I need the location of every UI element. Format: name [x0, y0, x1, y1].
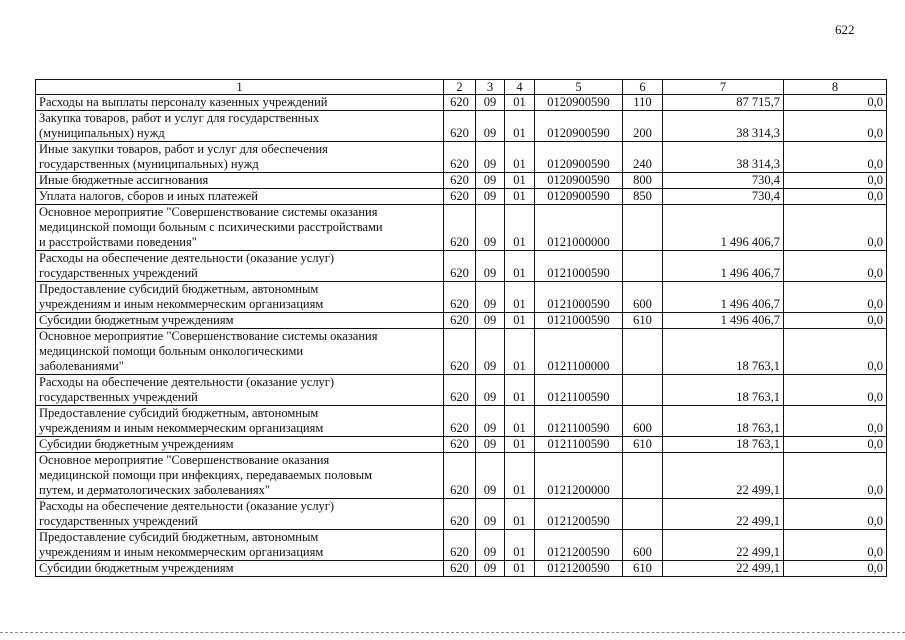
header-col-7: 7: [663, 80, 784, 95]
row-expense-type: 610: [623, 313, 663, 329]
row-name: [36, 499, 444, 530]
row-subsection-code: 01: [505, 142, 535, 173]
row-target-article: 0121100000: [535, 329, 623, 375]
row-section-code: 09: [476, 95, 505, 111]
row-subsection-code: 01: [505, 453, 535, 499]
row-amount-secondary: 0,0: [784, 205, 887, 251]
row-section-code: 09: [476, 329, 505, 375]
row-amount: 22 499,1: [663, 499, 784, 530]
row-section-code: 09: [476, 205, 505, 251]
row-target-article: 0121000590: [535, 282, 623, 313]
row-name-line: Предоставление субсидий бюджетным, автономным: [39, 282, 319, 296]
row-name-line: государственных учреждений: [39, 266, 198, 280]
row-amount: 1 496 406,7: [663, 205, 784, 251]
row-expense-type: 600: [623, 406, 663, 437]
row-amount-secondary: 0,0: [784, 375, 887, 406]
row-name-line: государственных (муниципальных) нужд: [39, 157, 259, 171]
row-section-code: 09: [476, 111, 505, 142]
row-ministry-code: 620: [444, 329, 476, 375]
row-expense-type: 850: [623, 189, 663, 205]
row-ministry-code: 620: [444, 111, 476, 142]
row-section-code: 09: [476, 142, 505, 173]
row-amount: 730,4: [663, 189, 784, 205]
row-amount: 22 499,1: [663, 561, 784, 577]
row-ministry-code: 620: [444, 173, 476, 189]
row-subsection-code: 01: [505, 406, 535, 437]
row-ministry-code: 620: [444, 95, 476, 111]
row-subsection-code: 01: [505, 329, 535, 375]
row-name-line: учреждениям и иным некоммерческим организациям: [39, 421, 324, 435]
row-amount-secondary: 0,0: [784, 142, 887, 173]
table-row: [36, 406, 887, 437]
row-ministry-code: 620: [444, 561, 476, 577]
row-name: [36, 95, 444, 111]
row-section-code: 09: [476, 313, 505, 329]
row-name-line: Расходы на обеспечение деятельности (оказание услуг): [39, 499, 335, 513]
row-section-code: 09: [476, 282, 505, 313]
row-amount: 1 496 406,7: [663, 282, 784, 313]
table-row: [36, 499, 887, 530]
row-name-line: Иные закупки товаров, работ и услуг для обеспечения: [39, 142, 328, 156]
row-subsection-code: 01: [505, 205, 535, 251]
row-subsection-code: 01: [505, 561, 535, 577]
table-row: [36, 282, 887, 313]
row-section-code: 09: [476, 453, 505, 499]
row-amount: 18 763,1: [663, 375, 784, 406]
row-ministry-code: 620: [444, 189, 476, 205]
row-amount: 730,4: [663, 173, 784, 189]
row-amount-secondary: 0,0: [784, 173, 887, 189]
row-amount-secondary: 0,0: [784, 406, 887, 437]
header-col-8: 8: [784, 80, 887, 95]
row-ministry-code: 620: [444, 406, 476, 437]
row-ministry-code: 620: [444, 205, 476, 251]
row-amount: 22 499,1: [663, 530, 784, 561]
table-row: [36, 329, 887, 375]
row-name-line: Предоставление субсидий бюджетным, автономным: [39, 530, 319, 544]
row-amount: 18 763,1: [663, 437, 784, 453]
row-target-article: 0121200590: [535, 561, 623, 577]
row-amount-secondary: 0,0: [784, 189, 887, 205]
row-expense-type: 240: [623, 142, 663, 173]
row-amount-secondary: 0,0: [784, 282, 887, 313]
row-expense-type: 110: [623, 95, 663, 111]
row-subsection-code: 01: [505, 530, 535, 561]
row-target-article: 0121100590: [535, 406, 623, 437]
row-subsection-code: 01: [505, 437, 535, 453]
row-ministry-code: 620: [444, 375, 476, 406]
row-amount-secondary: 0,0: [784, 437, 887, 453]
row-amount-secondary: 0,0: [784, 111, 887, 142]
row-name: [36, 375, 444, 406]
row-name-line: Расходы на выплаты персоналу казенных учреждений: [39, 95, 328, 109]
row-ministry-code: 620: [444, 453, 476, 499]
row-target-article: 0120900590: [535, 189, 623, 205]
page-number: 622: [835, 22, 855, 37]
row-expense-type: [623, 251, 663, 282]
row-subsection-code: 01: [505, 313, 535, 329]
table-row: [36, 561, 887, 577]
row-name-line: Основное мероприятие "Совершенствование системы оказания: [39, 205, 378, 219]
row-target-article: 0120900590: [535, 173, 623, 189]
row-expense-type: 200: [623, 111, 663, 142]
row-subsection-code: 01: [505, 499, 535, 530]
row-amount: 1 496 406,7: [663, 313, 784, 329]
table-row: [36, 95, 887, 111]
row-name-line: Закупка товаров, работ и услуг для государственных: [39, 111, 320, 125]
row-name-line: учреждениям и иным некоммерческим организациям: [39, 545, 324, 559]
row-amount-secondary: 0,0: [784, 453, 887, 499]
table-row: [36, 205, 887, 251]
row-target-article: 0120900590: [535, 95, 623, 111]
header-col-2: 2: [444, 80, 476, 95]
row-name-line: Субсидии бюджетным учреждениям: [39, 437, 234, 451]
row-name: [36, 329, 444, 375]
row-name-line: заболеваниями": [39, 359, 124, 373]
row-name-line: Субсидии бюджетным учреждениям: [39, 561, 234, 575]
row-target-article: 0120900590: [535, 142, 623, 173]
row-name: [36, 313, 444, 329]
row-name: [36, 453, 444, 499]
row-amount-secondary: 0,0: [784, 95, 887, 111]
table-row: [36, 313, 887, 329]
row-name: [36, 189, 444, 205]
row-subsection-code: 01: [505, 189, 535, 205]
header-col-1: 1: [36, 80, 444, 95]
table-body: [36, 95, 887, 577]
row-ministry-code: 620: [444, 437, 476, 453]
row-target-article: 0121200590: [535, 499, 623, 530]
row-expense-type: [623, 329, 663, 375]
row-name-line: медицинской помощи больным с психическими расстройствами: [39, 220, 383, 234]
row-name-line: путем, и дерматологических заболеваниях": [39, 483, 270, 497]
row-section-code: 09: [476, 561, 505, 577]
row-ministry-code: 620: [444, 282, 476, 313]
row-target-article: 0121200590: [535, 530, 623, 561]
row-name: [36, 406, 444, 437]
row-section-code: 09: [476, 189, 505, 205]
table-row: [36, 173, 887, 189]
header-col-6: 6: [623, 80, 663, 95]
row-name: [36, 561, 444, 577]
table-row: [36, 437, 887, 453]
row-expense-type: 600: [623, 282, 663, 313]
row-name-line: медицинской помощи больным онкологическими: [39, 344, 304, 358]
row-amount-secondary: 0,0: [784, 313, 887, 329]
row-expense-type: [623, 375, 663, 406]
row-expense-type: [623, 453, 663, 499]
row-target-article: 0121000590: [535, 313, 623, 329]
row-ministry-code: 620: [444, 313, 476, 329]
table-row: [36, 142, 887, 173]
row-section-code: 09: [476, 499, 505, 530]
row-target-article: 0120900590: [535, 111, 623, 142]
row-ministry-code: 620: [444, 142, 476, 173]
row-subsection-code: 01: [505, 282, 535, 313]
row-name-line: учреждениям и иным некоммерческим организациям: [39, 297, 324, 311]
row-name-line: Субсидии бюджетным учреждениям: [39, 313, 234, 327]
row-expense-type: 610: [623, 561, 663, 577]
row-amount-secondary: 0,0: [784, 561, 887, 577]
table-row: [36, 375, 887, 406]
row-expense-type: 600: [623, 530, 663, 561]
row-subsection-code: 01: [505, 111, 535, 142]
row-name-line: Основное мероприятие "Совершенствование системы оказания: [39, 329, 378, 343]
row-amount: 38 314,3: [663, 142, 784, 173]
row-name-line: государственных учреждений: [39, 514, 198, 528]
row-name: [36, 142, 444, 173]
row-subsection-code: 01: [505, 251, 535, 282]
header-col-5: 5: [535, 80, 623, 95]
table-row: [36, 111, 887, 142]
table-row: [36, 453, 887, 499]
row-target-article: 0121200000: [535, 453, 623, 499]
row-section-code: 09: [476, 173, 505, 189]
row-name-line: и расстройствами поведения": [39, 235, 197, 249]
row-name: [36, 205, 444, 251]
row-section-code: 09: [476, 437, 505, 453]
row-name-line: государственных учреждений: [39, 390, 198, 404]
row-ministry-code: 620: [444, 499, 476, 530]
row-target-article: 0121000590: [535, 251, 623, 282]
row-name: [36, 282, 444, 313]
row-amount: 38 314,3: [663, 111, 784, 142]
row-amount-secondary: 0,0: [784, 251, 887, 282]
row-amount: 1 496 406,7: [663, 251, 784, 282]
header-col-4: 4: [505, 80, 535, 95]
row-section-code: 09: [476, 406, 505, 437]
header-col-3: 3: [476, 80, 505, 95]
row-amount-secondary: 0,0: [784, 329, 887, 375]
row-amount: 87 715,7: [663, 95, 784, 111]
table-row: [36, 189, 887, 205]
row-name-line: медицинской помощи при инфекциях, передаваемых половым: [39, 468, 373, 482]
row-ministry-code: 620: [444, 530, 476, 561]
row-amount-secondary: 0,0: [784, 499, 887, 530]
row-subsection-code: 01: [505, 173, 535, 189]
row-subsection-code: 01: [505, 95, 535, 111]
row-name-line: Предоставление субсидий бюджетным, автономным: [39, 406, 319, 420]
row-name: [36, 437, 444, 453]
table-row: [36, 530, 887, 561]
table-row: [36, 251, 887, 282]
page-bottom-edge: [0, 632, 905, 633]
row-name: [36, 530, 444, 561]
row-amount: 18 763,1: [663, 329, 784, 375]
row-name-line: Уплата налогов, сборов и иных платежей: [39, 189, 258, 203]
row-name: [36, 173, 444, 189]
row-target-article: 0121100590: [535, 375, 623, 406]
row-target-article: 0121000000: [535, 205, 623, 251]
header-row: [36, 80, 887, 95]
row-expense-type: [623, 499, 663, 530]
row-ministry-code: 620: [444, 251, 476, 282]
row-name-line: Расходы на обеспечение деятельности (оказание услуг): [39, 251, 335, 265]
row-expense-type: 800: [623, 173, 663, 189]
row-amount: 18 763,1: [663, 406, 784, 437]
row-name-line: Расходы на обеспечение деятельности (оказание услуг): [39, 375, 335, 389]
row-expense-type: 610: [623, 437, 663, 453]
row-section-code: 09: [476, 375, 505, 406]
row-subsection-code: 01: [505, 375, 535, 406]
budget-table: [35, 79, 887, 577]
row-target-article: 0121100590: [535, 437, 623, 453]
row-name: [36, 251, 444, 282]
row-section-code: 09: [476, 251, 505, 282]
row-name: [36, 111, 444, 142]
row-name-line: Иные бюджетные ассигнования: [39, 173, 209, 187]
row-name-line: (муниципальных) нужд: [39, 126, 165, 140]
row-name-line: Основное мероприятие "Совершенствование оказания: [39, 453, 330, 467]
row-amount-secondary: 0,0: [784, 530, 887, 561]
row-expense-type: [623, 205, 663, 251]
row-section-code: 09: [476, 530, 505, 561]
row-amount: 22 499,1: [663, 453, 784, 499]
